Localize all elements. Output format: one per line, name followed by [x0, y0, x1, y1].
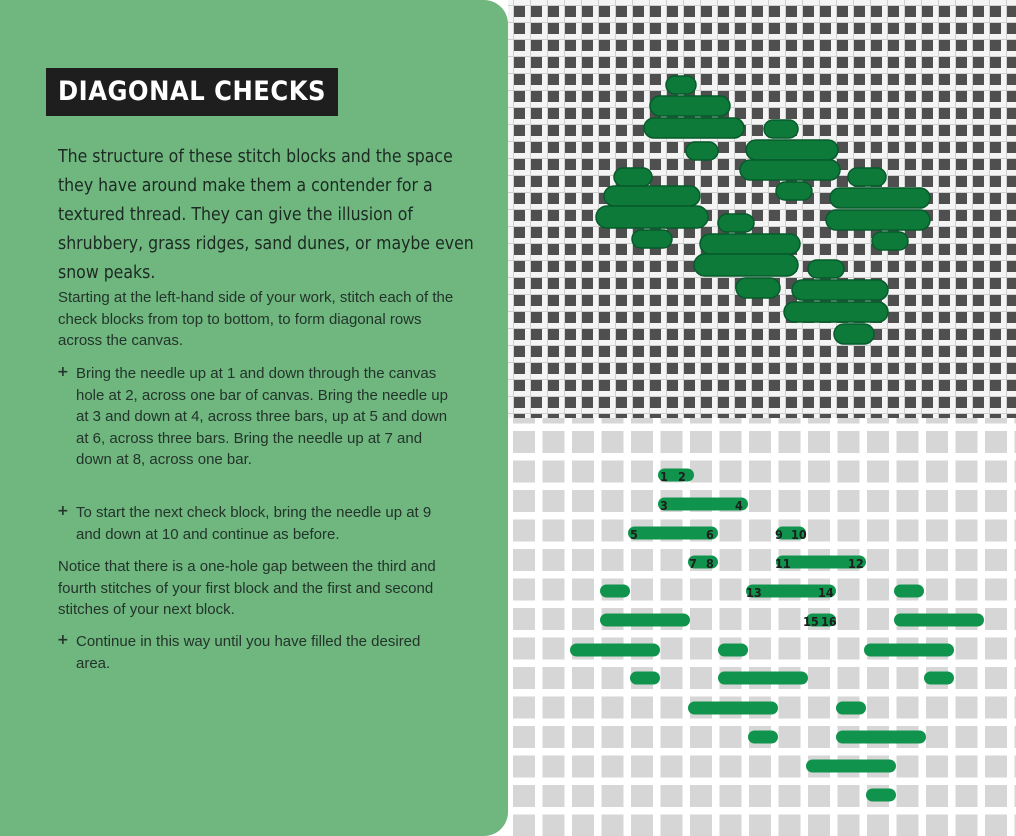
- stitch-number: 9: [775, 527, 783, 542]
- bullet-plus-icon: +: [57, 632, 69, 648]
- stitch-bar: [628, 527, 718, 540]
- stitch-bar: [600, 614, 690, 627]
- stitch-bar: [688, 702, 778, 715]
- instruction-paragraph-1: Starting at the left-hand side of your work, stitch each of the check blocks from top to bottom, to form diagonal rows across the canvas.: [58, 289, 454, 349]
- intro-text: The structure of these stitch blocks and the space they have around make them a contender for a textured thread. They can give the illusion of shrubbery, grass ridges, sand dunes, or maybe even snow peaks.: [58, 147, 474, 283]
- stitch-number: 10: [791, 527, 807, 542]
- stitch-bar: [718, 644, 748, 657]
- stitch-bar: [866, 789, 896, 802]
- instruction-paragraph-2: Notice that there is a one-hole gap between the third and fourth stitches of your first block and the first and second stitches of your next block.: [58, 558, 436, 618]
- stitch-bar: [894, 585, 924, 598]
- stitched-canvas-photo: [508, 0, 1016, 418]
- stitch-number: 11: [775, 556, 791, 571]
- stitch-number: 12: [848, 556, 864, 571]
- stitch-bar: [570, 644, 660, 657]
- stitch-number: 8: [706, 556, 714, 571]
- stitch-bar: [718, 672, 808, 685]
- stitch-number: 15: [803, 614, 819, 629]
- stitch-number: 1: [660, 469, 668, 484]
- stitch-number: 16: [821, 614, 837, 629]
- stitch-bar: [748, 731, 778, 744]
- stitch-diagram: [508, 418, 1016, 836]
- bullet-item-1: Bring the needle up at 1 and down through the canvas hole at 2, across one bar of canvas. Bring the needle up at 3 and down at 4, across three bars, up at 5 and down at 6, across three bars. Bring the needle up at 7 and down at 8, across one bar.: [76, 365, 448, 468]
- stitch-number: 5: [630, 527, 638, 542]
- bullet-item-2: To start the next check block, bring the needle up at 9 and down at 10 and continue as before.: [76, 504, 432, 543]
- page-title: DIAGONAL CHECKS: [46, 68, 338, 116]
- stitch-bar: [600, 585, 630, 598]
- stitch-number: 14: [818, 585, 834, 600]
- stitch-number: 2: [678, 469, 686, 484]
- stitch-number: 7: [689, 556, 697, 571]
- stitch-bar: [894, 614, 984, 627]
- stitch-number: 13: [746, 585, 762, 600]
- stitch-number: 6: [706, 527, 714, 542]
- stitch-bar: [836, 702, 866, 715]
- stitch-number: 3: [660, 498, 668, 513]
- stitch-bar: [806, 760, 896, 773]
- stitch-bar: [630, 672, 660, 685]
- bullet-plus-icon: +: [57, 364, 69, 380]
- bullet-plus-icon: +: [57, 503, 69, 519]
- stitch-bar: [864, 644, 954, 657]
- bullet-item-3: Continue in this way until you have filled the desired area.: [76, 633, 421, 672]
- stitch-bar: [924, 672, 954, 685]
- stitch-number: 4: [735, 498, 743, 513]
- stitch-bar: [836, 731, 926, 744]
